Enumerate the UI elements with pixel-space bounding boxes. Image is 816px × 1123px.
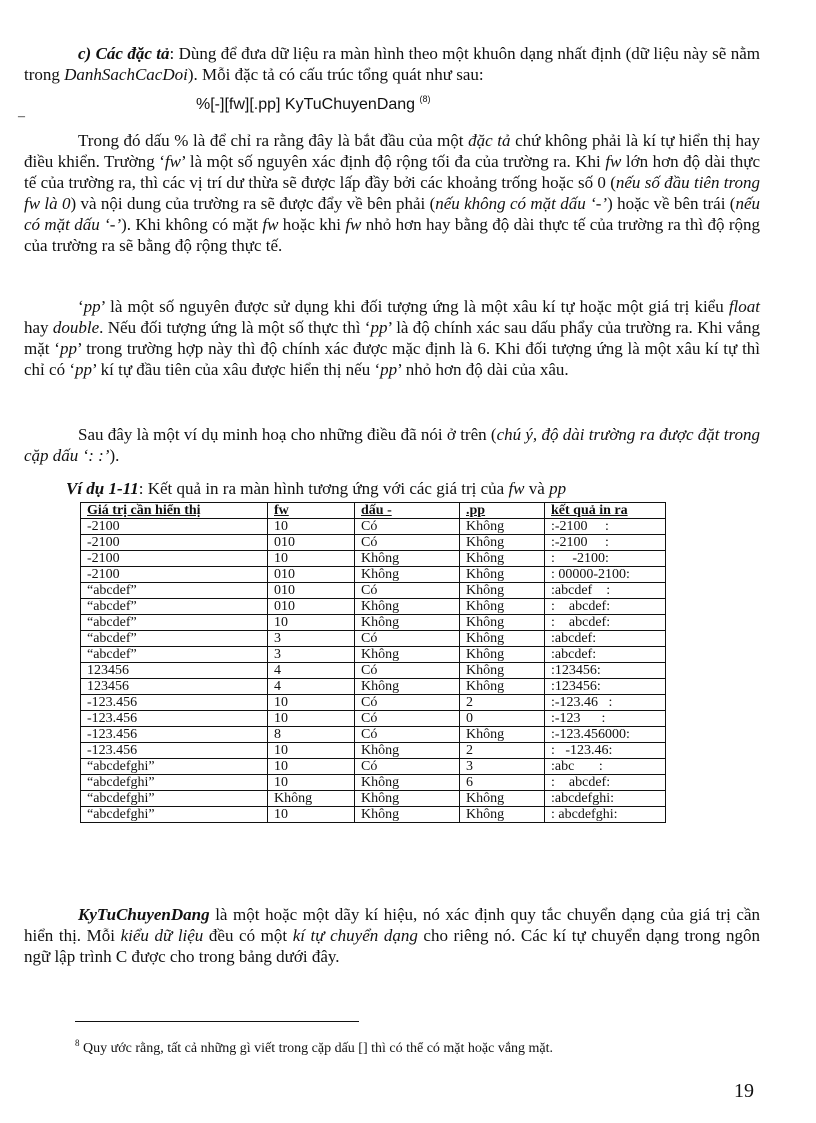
cell-pp: Không: [460, 631, 545, 647]
cell-value: “abcdef”: [81, 647, 268, 663]
paragraph-fw: Trong đó dấu % là để chỉ ra rằng đây là bắt đầu của một đặc tả chứ không phải là kí tự hiển thị hay điều khiển. Trường ‘fw’ là một số nguyên xác định độ rộng tối đa của trường ra. Khi fw lớn hơn độ dài thực tế của trường ra, thì các vị trí dư thừa sẽ được lấp đầy bởi các khoảng trống hoặc số 0 (nếu số đầu tiên trong fw là 0) và nội dung của trường ra sẽ được đẩy về bên phải (nếu không có mặt dấu ‘-’) hoặc về bên trái (nếu có mặt dấu ‘-’). Khi không có mặt fw hoặc khi fw nhỏ hơn hay bằng độ dài thực tế của trường ra thì độ rộng của trường ra sẽ bằng độ rộng thực tế.: [24, 131, 760, 255]
table-row: [81, 615, 666, 631]
cell-value: -123.456: [81, 743, 268, 759]
paragraph-example-intro: Sau đây là một ví dụ minh hoạ cho những điều đã nói ở trên (chú ý, độ dài trường ra được đặt trong cặp dấu ‘: :’).: [24, 425, 760, 465]
specs-heading: c) Các đặc tả: [78, 44, 170, 63]
cell-output: : -123.46:: [545, 743, 666, 759]
cell-fw: 010: [268, 599, 355, 615]
cell-output: :abcdef:: [545, 647, 666, 663]
example-caption: Ví dụ 1-11: Kết quả in ra màn hình tương ứng với các giá trị của fw và pp: [66, 479, 567, 498]
table-row: [81, 759, 666, 775]
table-row: [81, 567, 666, 583]
format-syntax: %[-][fw][.pp] KyTuChuyenDang $^{(8)}$: [196, 94, 431, 113]
cell-value: 123456: [81, 663, 268, 679]
header-fw: fw: [268, 503, 355, 519]
cell-fw: 4: [268, 663, 355, 679]
cell-minus-sign: Không: [355, 791, 460, 807]
cell-fw: 10: [268, 695, 355, 711]
table-row: [81, 599, 666, 615]
cell-output: : abcdef:: [545, 615, 666, 631]
header-output: kết quả in ra: [545, 503, 666, 519]
cell-pp: Không: [460, 583, 545, 599]
cell-minus-sign: Không: [355, 551, 460, 567]
table-row: [81, 727, 666, 743]
cell-fw: 10: [268, 775, 355, 791]
paragraph-pp: ‘pp’ là một số nguyên được sử dụng khi đối tượng ứng là một xâu kí tự hoặc một giá trị kiểu float hay double. Nếu đối tượng ứng là một số thực thì ‘pp’ là độ chính xác sau dấu phẩy của trường ra. Khi vắng mặt ‘pp’ trong trường hợp này thì độ chính xác được mặc định là 6. Khi đối tượng ứng là một xâu kí tự thì chỉ có ‘pp’ kí tự đầu tiên của xâu được hiển thị nếu ‘pp’ nhỏ hơn độ dài của xâu.: [24, 297, 761, 379]
cell-output: :abcdef :: [545, 583, 666, 599]
cell-pp: 3: [460, 759, 545, 775]
cell-pp: Không: [460, 647, 545, 663]
footnote-ref: (8): [419, 94, 431, 104]
cell-value: -2100: [81, 567, 268, 583]
table-row: [81, 647, 666, 663]
cell-fw: 010: [268, 567, 355, 583]
cell-value: -2100: [81, 519, 268, 535]
cell-output: : abcdefghi:: [545, 807, 666, 823]
cell-value: -2100: [81, 535, 268, 551]
cell-pp: Không: [460, 679, 545, 695]
paragraph-format-specs: c) Các đặc tả: Dùng để đưa dữ liệu ra màn hình theo một khuôn dạng nhất định (dữ liệu này sẽ nằm trong DanhSachCacDoi). Mỗi đặc tả có cấu trúc tổng quát như sau:: [24, 44, 760, 84]
cell-pp: Không: [460, 567, 545, 583]
table-row: [81, 663, 666, 679]
cell-fw: 010: [268, 535, 355, 551]
cell-fw: 8: [268, 727, 355, 743]
cell-value: -2100: [81, 551, 268, 567]
cell-output: :abc :: [545, 759, 666, 775]
cell-fw: 10: [268, 711, 355, 727]
table-row: [81, 519, 666, 535]
cell-fw: 10: [268, 519, 355, 535]
cell-minus-sign: Có: [355, 519, 460, 535]
paragraph-conversion-char: KyTuChuyenDang là một hoặc một dãy kí hiệu, nó xác định quy tắc chuyển dạng của giá trị cần hiển thị. Mỗi kiểu dữ liệu đều có một kí tự chuyển dạng cho riêng nó. Các kí tự chuyển dạng trong ngôn ngữ lập trình C được cho trong bảng dưới đây.: [24, 905, 761, 966]
cell-output: :abcdefghi:: [545, 791, 666, 807]
cell-output: : -2100:: [545, 551, 666, 567]
cell-pp: Không: [460, 807, 545, 823]
cell-minus-sign: Không: [355, 807, 460, 823]
cell-value: “abcdef”: [81, 615, 268, 631]
table-row: [81, 583, 666, 599]
table-row: [81, 775, 666, 791]
margin-mark: –: [18, 109, 25, 124]
cell-pp: Không: [460, 663, 545, 679]
cell-pp: Không: [460, 551, 545, 567]
table-header-row: [81, 503, 666, 519]
cell-output: :123456:: [545, 663, 666, 679]
cell-minus-sign: Có: [355, 535, 460, 551]
cell-output: :123456:: [545, 679, 666, 695]
table-body: [81, 519, 666, 823]
cell-minus-sign: Không: [355, 775, 460, 791]
result-table: [80, 502, 666, 823]
cell-fw: 10: [268, 759, 355, 775]
cell-fw: 010: [268, 583, 355, 599]
cell-minus-sign: Có: [355, 663, 460, 679]
table-row: [81, 535, 666, 551]
cell-pp: 6: [460, 775, 545, 791]
cell-value: “abcdefghi”: [81, 759, 268, 775]
header-pp: .pp: [460, 503, 545, 519]
cell-fw: 3: [268, 631, 355, 647]
header-minus-sign: dấu -: [355, 503, 460, 519]
table-row: [81, 631, 666, 647]
footnote: $^8$ Quy ước rằng, tất cả những gì viết trong cặp dấu [] thì có thể có mặt hoặc vắng mặt.: [75, 1038, 554, 1056]
cell-output: : abcdef:: [545, 775, 666, 791]
cell-value: “abcdef”: [81, 631, 268, 647]
cell-minus-sign: Không: [355, 743, 460, 759]
table-row: [81, 807, 666, 823]
header-value: Giá trị cần hiển thị: [81, 503, 268, 519]
cell-fw: 10: [268, 807, 355, 823]
cell-minus-sign: Có: [355, 583, 460, 599]
cell-pp: Không: [460, 519, 545, 535]
cell-value: -123.456: [81, 695, 268, 711]
cell-fw: 4: [268, 679, 355, 695]
cell-fw: 3: [268, 647, 355, 663]
table-row: [81, 679, 666, 695]
cell-value: -123.456: [81, 727, 268, 743]
cell-minus-sign: Có: [355, 711, 460, 727]
cell-value: “abcdef”: [81, 599, 268, 615]
footnote-mark: 8: [75, 1038, 80, 1048]
cell-value: “abcdefghi”: [81, 807, 268, 823]
cell-pp: Không: [460, 599, 545, 615]
cell-fw: 10: [268, 551, 355, 567]
cell-pp: 2: [460, 743, 545, 759]
cell-pp: Không: [460, 535, 545, 551]
cell-output: : abcdef:: [545, 599, 666, 615]
cell-minus-sign: Không: [355, 615, 460, 631]
page-number: 19: [734, 1080, 754, 1102]
table-row: [81, 791, 666, 807]
cell-minus-sign: Không: [355, 679, 460, 695]
cell-fw: 10: [268, 743, 355, 759]
cell-pp: Không: [460, 791, 545, 807]
cell-value: “abcdefghi”: [81, 791, 268, 807]
cell-pp: 2: [460, 695, 545, 711]
cell-output: :abcdef:: [545, 631, 666, 647]
cell-minus-sign: Không: [355, 567, 460, 583]
cell-pp: 0: [460, 711, 545, 727]
cell-minus-sign: Có: [355, 695, 460, 711]
cell-value: “abcdef”: [81, 583, 268, 599]
table-row: [81, 695, 666, 711]
cell-value: 123456: [81, 679, 268, 695]
cell-output: :-2100 :: [545, 535, 666, 551]
cell-fw: Không: [268, 791, 355, 807]
cell-output: :-123.456000:: [545, 727, 666, 743]
cell-value: -123.456: [81, 711, 268, 727]
cell-minus-sign: Có: [355, 631, 460, 647]
cell-value: “abcdefghi”: [81, 775, 268, 791]
cell-minus-sign: Không: [355, 599, 460, 615]
footnote-divider: [75, 1021, 359, 1022]
table-row: [81, 743, 666, 759]
cell-output: :-2100 :: [545, 519, 666, 535]
cell-output: : 00000-2100:: [545, 567, 666, 583]
cell-pp: Không: [460, 727, 545, 743]
cell-minus-sign: Không: [355, 647, 460, 663]
cell-pp: Không: [460, 615, 545, 631]
table-row: [81, 551, 666, 567]
cell-output: :-123 :: [545, 711, 666, 727]
table-row: [81, 711, 666, 727]
cell-fw: 10: [268, 615, 355, 631]
cell-minus-sign: Có: [355, 759, 460, 775]
cell-output: :-123.46 :: [545, 695, 666, 711]
cell-minus-sign: Có: [355, 727, 460, 743]
